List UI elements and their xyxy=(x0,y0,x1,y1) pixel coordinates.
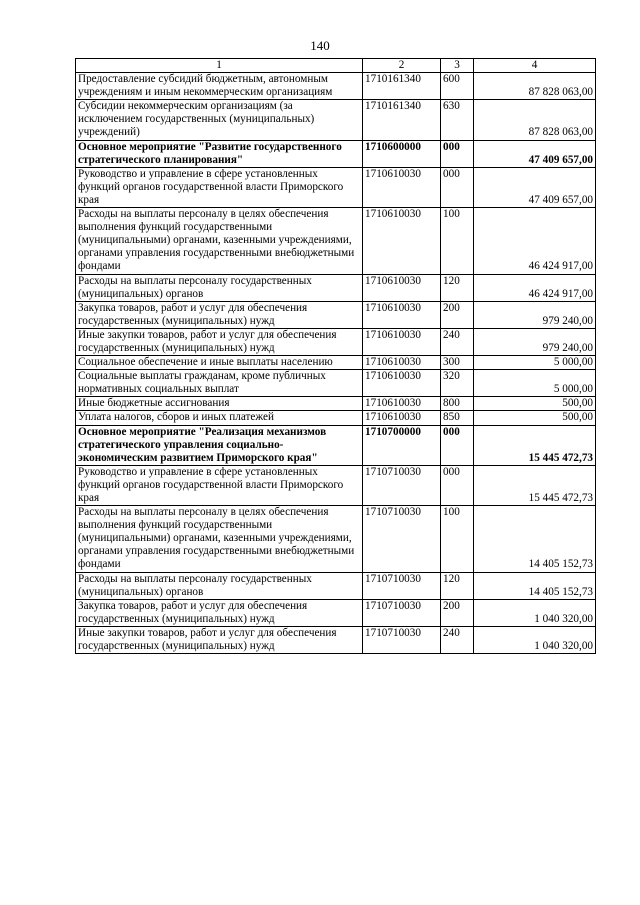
row-type-cell: 300 xyxy=(441,356,474,370)
row-type-cell: 320 xyxy=(441,370,474,397)
row-code-cell: 1710610030 xyxy=(363,356,441,370)
row-amount-cell: 87 828 063,00 xyxy=(474,100,596,140)
row-amount-cell: 15 445 472,73 xyxy=(474,425,596,465)
row-amount-cell: 14 405 152,73 xyxy=(474,572,596,599)
row-code-cell: 1710610030 xyxy=(363,208,441,274)
row-amount-cell: 46 424 917,00 xyxy=(474,274,596,301)
table-row xyxy=(76,167,596,207)
table-row xyxy=(76,140,596,167)
row-code-cell: 1710710030 xyxy=(363,626,441,653)
row-code-cell: 1710610030 xyxy=(363,411,441,425)
table-row xyxy=(76,626,596,653)
column-header: 3 xyxy=(441,59,474,73)
row-type-cell: 000 xyxy=(441,425,474,465)
row-code-cell: 1710610030 xyxy=(363,328,441,355)
row-amount-cell: 500,00 xyxy=(474,397,596,411)
table-row xyxy=(76,465,596,505)
table-row xyxy=(76,356,596,370)
row-code-cell: 1710610030 xyxy=(363,167,441,207)
table-row xyxy=(76,301,596,328)
row-type-cell: 100 xyxy=(441,506,474,572)
row-type-cell: 000 xyxy=(441,167,474,207)
row-name-cell: Иные закупки товаров, работ и услуг для обеспечения государственных (муниципальных) нужд xyxy=(76,328,363,355)
row-type-cell: 240 xyxy=(441,626,474,653)
row-type-cell: 200 xyxy=(441,301,474,328)
row-amount-cell: 47 409 657,00 xyxy=(474,167,596,207)
table-row xyxy=(76,274,596,301)
row-code-cell: 1710700000 xyxy=(363,425,441,465)
row-type-cell: 800 xyxy=(441,397,474,411)
row-name-cell: Уплата налогов, сборов и иных платежей xyxy=(76,411,363,425)
row-code-cell: 1710600000 xyxy=(363,140,441,167)
row-name-cell: Закупка товаров, работ и услуг для обеспечения государственных (муниципальных) нужд xyxy=(76,599,363,626)
row-name-cell: Социальное обеспечение и иные выплаты населению xyxy=(76,356,363,370)
row-type-cell: 100 xyxy=(441,208,474,274)
row-name-cell: Расходы на выплаты персоналу в целях обеспечения выполнения функций государственными (муниципальными) органами, казенными учреждениями, органами управления государственными внебюджетными фондами xyxy=(76,208,363,274)
row-amount-cell: 1 040 320,00 xyxy=(474,599,596,626)
row-code-cell: 1710710030 xyxy=(363,506,441,572)
row-amount-cell: 14 405 152,73 xyxy=(474,506,596,572)
column-header: 1 xyxy=(76,59,363,73)
table-row xyxy=(76,370,596,397)
row-name-cell: Субсидии некоммерческим организациям (за исключением государственных (муниципальных) учреждений) xyxy=(76,100,363,140)
row-name-cell: Руководство и управление в сфере установленных функций органов государственной власти Приморского края xyxy=(76,167,363,207)
page-number: 140 xyxy=(310,38,330,53)
row-name-cell: Предоставление субсидий бюджетным, автономным учреждениям и иным некоммерческим организациям xyxy=(76,73,363,100)
row-name-cell: Расходы на выплаты персоналу государственных (муниципальных) органов xyxy=(76,572,363,599)
column-header: 4 xyxy=(474,59,596,73)
row-type-cell: 120 xyxy=(441,572,474,599)
table-row xyxy=(76,572,596,599)
row-amount-cell: 979 240,00 xyxy=(474,301,596,328)
row-name-cell: Расходы на выплаты персоналу государственных (муниципальных) органов xyxy=(76,274,363,301)
row-amount-cell: 46 424 917,00 xyxy=(474,208,596,274)
row-amount-cell: 5 000,00 xyxy=(474,370,596,397)
row-amount-cell: 47 409 657,00 xyxy=(474,140,596,167)
row-type-cell: 120 xyxy=(441,274,474,301)
row-type-cell: 240 xyxy=(441,328,474,355)
row-code-cell: 1710710030 xyxy=(363,599,441,626)
row-type-cell: 000 xyxy=(441,465,474,505)
table-row xyxy=(76,506,596,572)
row-code-cell: 1710610030 xyxy=(363,301,441,328)
table-row xyxy=(76,208,596,274)
row-code-cell: 1710161340 xyxy=(363,100,441,140)
row-type-cell: 630 xyxy=(441,100,474,140)
row-code-cell: 1710610030 xyxy=(363,274,441,301)
table-row xyxy=(76,425,596,465)
table-row xyxy=(76,328,596,355)
table-row xyxy=(76,397,596,411)
row-name-cell: Руководство и управление в сфере установленных функций органов государственной власти Приморского края xyxy=(76,465,363,505)
table-row xyxy=(76,411,596,425)
row-code-cell: 1710710030 xyxy=(363,465,441,505)
row-type-cell: 600 xyxy=(441,73,474,100)
row-name-cell: Расходы на выплаты персоналу в целях обеспечения выполнения функций государственными (муниципальными) органами, казенными учреждениями, органами управления государственными внебюджетными фондами xyxy=(76,506,363,572)
row-amount-cell: 15 445 472,73 xyxy=(474,465,596,505)
row-name-cell: Социальные выплаты гражданам, кроме публичных нормативных социальных выплат xyxy=(76,370,363,397)
table-row xyxy=(76,599,596,626)
row-amount-cell: 1 040 320,00 xyxy=(474,626,596,653)
table-body xyxy=(76,73,596,654)
row-amount-cell: 500,00 xyxy=(474,411,596,425)
row-name-cell: Иные закупки товаров, работ и услуг для обеспечения государственных (муниципальных) нужд xyxy=(76,626,363,653)
row-name-cell: Иные бюджетные ассигнования xyxy=(76,397,363,411)
table-row xyxy=(76,73,596,100)
column-header: 2 xyxy=(363,59,441,73)
row-type-cell: 200 xyxy=(441,599,474,626)
row-code-cell: 1710610030 xyxy=(363,370,441,397)
row-code-cell: 1710710030 xyxy=(363,572,441,599)
row-amount-cell: 5 000,00 xyxy=(474,356,596,370)
row-code-cell: 1710161340 xyxy=(363,73,441,100)
row-name-cell: Основное мероприятие "Реализация механизмов стратегического управления социально-экономическим развитием Приморского края" xyxy=(76,425,363,465)
row-name-cell: Закупка товаров, работ и услуг для обеспечения государственных (муниципальных) нужд xyxy=(76,301,363,328)
row-name-cell: Основное мероприятие "Развитие государственного стратегического планирования" xyxy=(76,140,363,167)
row-code-cell: 1710610030 xyxy=(363,397,441,411)
row-amount-cell: 87 828 063,00 xyxy=(474,73,596,100)
table-header-row xyxy=(76,59,596,73)
budget-table xyxy=(75,58,596,654)
row-amount-cell: 979 240,00 xyxy=(474,328,596,355)
row-type-cell: 000 xyxy=(441,140,474,167)
row-type-cell: 850 xyxy=(441,411,474,425)
table-row xyxy=(76,100,596,140)
